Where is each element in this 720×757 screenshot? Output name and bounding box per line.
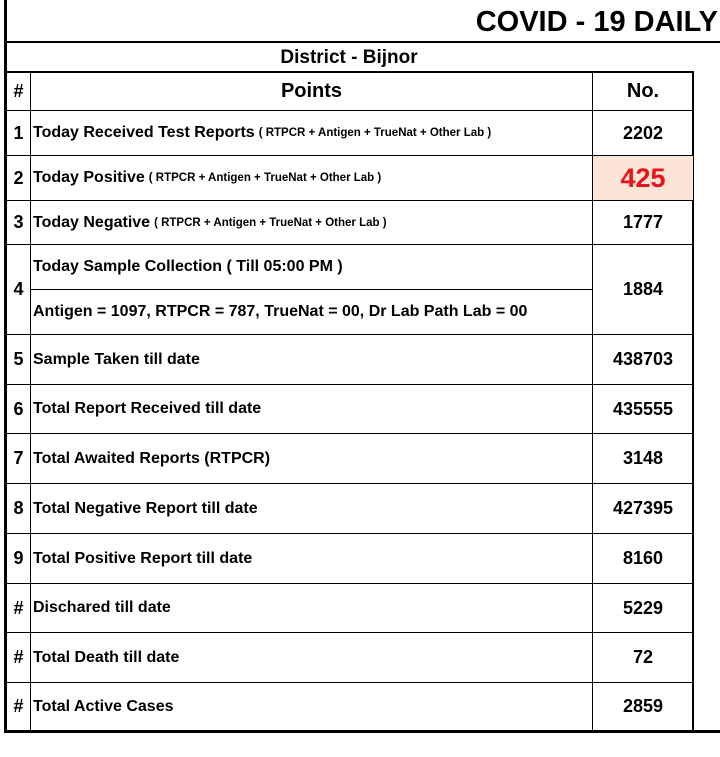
row-value: 427395	[612, 498, 674, 518]
row-value-highlighted: 425	[593, 156, 693, 200]
row-label: Sample Taken till date	[33, 350, 200, 368]
row-label: Total Death till date	[33, 648, 180, 666]
row-label: Total Awaited Reports (RTPCR)	[33, 449, 271, 467]
row-index: 2	[13, 167, 24, 188]
row-index: 7	[13, 448, 24, 468]
row-label	[33, 156, 590, 200]
header-value: No.	[626, 80, 660, 102]
header-index: #	[13, 81, 24, 101]
row-label-note: ( RTPCR + Antigen + TrueNat + Other Lab )	[148, 172, 382, 184]
row-label-text: Today Positive	[33, 169, 145, 186]
row-index: 9	[13, 548, 24, 568]
row-label	[33, 111, 590, 155]
row-label: Dischared till date	[33, 599, 171, 616]
row-label: Total Positive Report till date	[33, 549, 253, 567]
row-label: Today Sample Collection ( Till 05:00 PM )	[33, 258, 343, 275]
header-points: Points	[280, 80, 343, 102]
row-value: 72	[632, 647, 654, 667]
row-value: 2859	[622, 696, 664, 716]
row-label	[33, 201, 590, 244]
row-label-text: Today Negative	[33, 213, 151, 231]
row-index: #	[13, 696, 24, 716]
row-value: 438703	[612, 349, 674, 369]
row-detail: Antigen = 1097, RTPCR = 787, TrueNat = 00, Dr Lab Path Lab = 00	[33, 303, 528, 320]
row-index: #	[13, 647, 24, 667]
row-value: 435555	[612, 398, 674, 419]
report-title: COVID - 19 DAILY	[475, 6, 718, 38]
row-label-note: ( RTPCR + Antigen + TrueNat + Other Lab )	[154, 216, 387, 229]
row-value: 1884	[622, 279, 664, 299]
row-index: 3	[13, 212, 24, 232]
row-index: 4	[13, 279, 24, 299]
row-value: 1777	[622, 212, 664, 232]
table-bottom-border	[4, 730, 720, 733]
row-index: 6	[13, 398, 24, 419]
row-label-note: ( RTPCR + Antigen + TrueNat + Other Lab )	[258, 127, 492, 139]
row-index: #	[13, 597, 24, 618]
row-label-text: Today Received Test Reports	[33, 124, 255, 141]
row-label: Total Active Cases	[33, 697, 174, 715]
row-label: Total Negative Report till date	[33, 499, 258, 517]
district-name: District - Bijnor	[280, 47, 418, 68]
row-index: 8	[13, 498, 24, 518]
row-index: 5	[13, 349, 24, 369]
row-value: 8160	[622, 548, 664, 568]
row-value: 5229	[622, 597, 664, 618]
row-value: 2202	[622, 122, 664, 143]
row-value: 3148	[622, 448, 664, 468]
row-label: Total Report Received till date	[33, 400, 262, 417]
row-index: 1	[13, 122, 24, 143]
